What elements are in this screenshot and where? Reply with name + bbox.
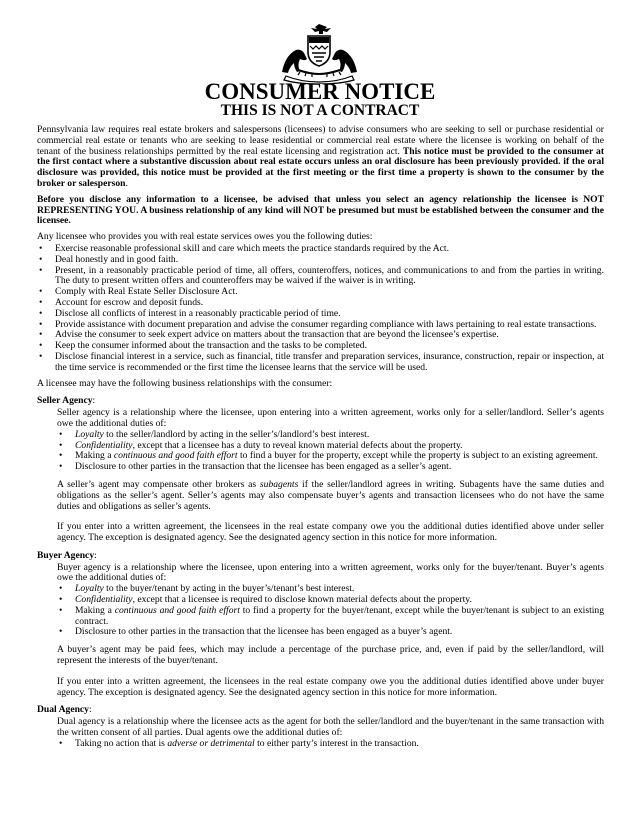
dual-agency-section [57,717,604,749]
list-item: • Loyalty to the seller/landlord by acting in the seller’s/landlord’s best interest. [57,430,604,441]
dual-agency-heading: Dual Agency: [37,704,92,716]
seller-written-agreement-paragraph: If you enter into a written agreement, the licensees in the real estate company owe you the additional duties identified above under seller agency. The exception is designated agency. See the designated agency section in this notice for more information. [57,521,604,544]
list-item: • Comply with Real Estate Seller Disclosure Act. [37,287,604,298]
list-item: • Disclosure to other parties in the transaction that the licensee has been engaged as a seller’s agent. [57,462,604,473]
list-item: • Advise the consumer to seek expert advice on matters about the transaction that are beyond the licensee’s expertise. [37,330,604,341]
seller-agency-description: Seller agency is a relationship where the licensee, upon entering into a written agreement, works only for a seller/landlord. Seller’s agents owe the additional duties of: [57,407,604,429]
page-subtitle: THIS IS NOT A CONTRACT [220,102,420,119]
seller-agency-heading: Seller Agency: [37,395,96,407]
dual-duties-list [57,739,604,750]
page-title: CONSUMER NOTICE [204,79,436,104]
buyer-agency-description: Buyer agency is a relationship where the licensee, upon entering into a written agreement, works only for the buyer/tenant. Buyer’s agents owe the additional duties of: [57,561,604,584]
seller-duties-list [57,430,604,473]
list-item: • Keep the consumer informed about the transaction and the tasks to be completed. [37,341,604,352]
pennsylvania-seal-icon [272,22,367,84]
list-item: • Disclose financial interest in a service, such as financial, title transfer and preparation services, insurance, construction, repair or inspection, at the time service is recommended or the first time the licensee learns that the service will be used. [37,352,604,374]
list-item: • Making a continuous and good faith effort to find a buyer for the property, except while the property is subject to an existing agreement. [57,451,604,462]
list-item: • Provide assistance with document preparation and advise the consumer regarding compliance with laws pertaining to real estate transactions. [37,320,604,331]
duties-list [37,244,604,374]
list-item: • Disclose all conflicts of interest in a reasonably practicable period of time. [37,309,604,320]
list-item: • Disclosure to other parties in the transaction that the licensee has been engaged as a buyer’s agent. [57,627,604,638]
intro-paragraph: Pennsylvania law requires real estate brokers and salespersons (licensees) to advise consumers who are seeking to sell or purchase residential or commercial real estate or tenants who are seeking to lease residential or commercial real estate where the licensee is working on behalf of the tenant of the business relationships permitted by the real estate licensing and registration act. This notice must be provided to the consumer at the first contact where a substantive discussion about real estate occurs unless an oral disclosure has been previously provided. if the oral disclosure was provided, this notice must be provided at the first meeting or the first time a property is shown to the consumer by the broker or salesperson. [37,124,605,189]
dual-agency-description: Dual agency is a relationship where the licensee acts as the agent for both the seller/landlord and the buyer/tenant in the same transaction with the written consent of all parties. Dual agents owe the additional duties of: [57,716,604,739]
buyer-duties-list [57,584,604,638]
relationships-lead: A licensee may have the following business relationships with the consumer: [37,377,333,389]
list-item: • Confidentiality, except that a licensee is required to disclose known material defects about the property. [57,595,604,606]
list-item: • Exercise reasonable professional skill and care which meets the practice standards required by the Act. [37,244,604,255]
buyer-fees-paragraph: A buyer’s agent may be paid fees, which may include a percentage of the purchase price, and, even if paid by the seller/landlord, will represent the interests of the buyer/tenant. [57,644,604,667]
list-item: • Taking no action that is adverse or detrimental to either party’s interest in the transaction. [57,739,604,750]
buyer-agency-heading: Buyer Agency: [37,549,97,561]
list-item: • Making a continuous and good faith effort to find a property for the buyer/tenant, except while the buyer/tenant is subject to an existing contract. [57,606,604,628]
buyer-agency-section [57,563,604,699]
duties-lead: Any licensee who provides you with real estate services owes you the following duties: [37,231,373,243]
notice-body [37,125,604,755]
list-item: • Confidentiality, except that a licensee has a duty to reveal known material defects about the property. [57,441,604,452]
list-item: • Present, in a reasonably practicable period of time, all offers, counteroffers, notices, and communications to and from the parties in writing. The duty to present written offers and counteroffers may be waived if the waiver is in writing. [37,266,604,288]
list-item: • Deal honestly and in good faith. [37,255,604,266]
list-item: • Account for escrow and deposit funds. [37,298,604,309]
seller-agency-section [57,408,604,544]
list-item: • Loyalty to the buyer/tenant by acting in the buyer’s/tenant’s best interest. [57,584,604,595]
seller-subagents-paragraph: A seller’s agent may compensate other brokers as subagents if the seller/landlord agrees in writing. Subagents have the same duties and obligations as the seller’s agent. Seller’s agents may also compensate buyer’s agents and transaction licensees who do not have the same duties and obligations as seller’s agents. [57,478,605,512]
warning-paragraph: Before you disclose any information to a licensee, be advised that unless you select an agency relationship the licensee is NOT REPRESENTING YOU. A business relationship of any kind will NOT be presumed but must be established between the consumer and the licensee. [37,193,604,227]
buyer-written-agreement-paragraph: If you enter into a written agreement, the licensees in the real estate company owe you the additional duties identified above under buyer agency. The exception is designated agency. See the designated agency section in this notice for more information. [57,675,604,698]
